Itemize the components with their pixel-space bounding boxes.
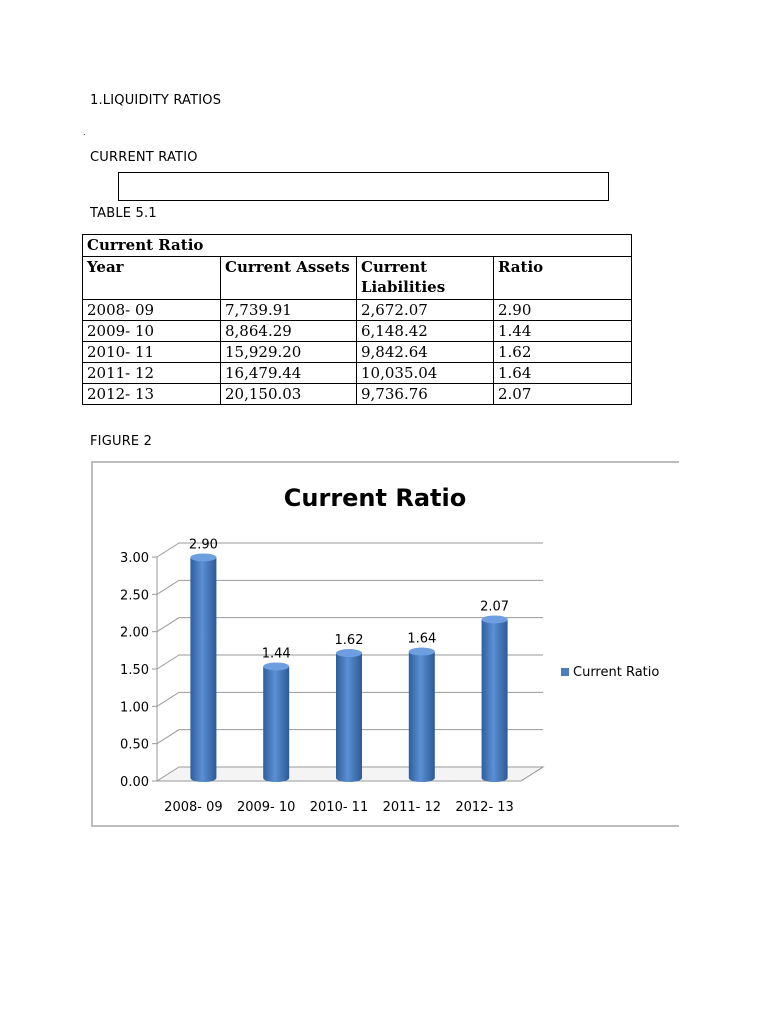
y-tick-label: 2.50 xyxy=(120,588,149,604)
y-tick-label: 0.50 xyxy=(120,737,149,753)
header-current-assets: Current Assets xyxy=(221,257,357,300)
section-heading: 1.LIQUIDITY RATIOS xyxy=(90,93,222,108)
bar-body xyxy=(336,653,362,782)
cell-ratio: 1.62 xyxy=(494,342,632,363)
x-category-label: 2010- 11 xyxy=(309,800,369,815)
cell-current-liabilities: 6,148.42 xyxy=(357,321,494,342)
legend-swatch xyxy=(561,668,569,676)
legend-label: Current Ratio xyxy=(573,665,660,680)
data-label: 1.62 xyxy=(334,633,364,649)
cell-year: 2009- 10 xyxy=(83,321,221,342)
y-tick-label: 0.00 xyxy=(120,775,149,790)
cell-current-assets: 15,929.20 xyxy=(221,342,357,363)
data-label: 1.64 xyxy=(407,631,437,647)
bar-body xyxy=(190,557,216,782)
table-row xyxy=(83,300,632,321)
cell-ratio: 2.90 xyxy=(494,300,632,321)
y-tick-label: 3.00 xyxy=(120,551,149,566)
chart-frame xyxy=(91,461,679,827)
cell-year: 2011- 12 xyxy=(83,363,221,384)
header-ratio: Ratio xyxy=(494,257,632,300)
bar xyxy=(189,537,218,782)
cell-current-liabilities: 9,736.76 xyxy=(357,384,494,405)
x-category-label: 2009- 10 xyxy=(236,800,296,815)
subheading: CURRENT RATIO xyxy=(90,150,198,165)
bar-body xyxy=(263,666,289,782)
bar-top xyxy=(190,553,216,561)
data-label: 2.07 xyxy=(480,599,510,615)
cell-year: 2012- 13 xyxy=(83,384,221,405)
table-row xyxy=(83,384,632,405)
bar-body xyxy=(482,619,508,782)
x-axis-categories xyxy=(164,800,514,815)
cell-ratio: 2.07 xyxy=(494,384,632,405)
table-label: TABLE 5.1 xyxy=(90,206,157,221)
cell-current-liabilities: 9,842.64 xyxy=(357,342,494,363)
cell-ratio: 1.64 xyxy=(494,363,632,384)
bar-top xyxy=(336,649,362,657)
table-row xyxy=(83,363,632,384)
cell-current-assets: 16,479.44 xyxy=(221,363,357,384)
chart-legend xyxy=(561,665,659,680)
bar-top xyxy=(409,648,435,656)
cell-current-liabilities: 2,672.07 xyxy=(357,300,494,321)
header-current-liabilities: Current Liabilities xyxy=(357,257,494,300)
table-row xyxy=(83,321,632,342)
empty-box xyxy=(118,172,609,201)
bar xyxy=(480,599,509,782)
bar xyxy=(262,646,291,782)
chart-title: Current Ratio xyxy=(283,484,467,512)
current-ratio-table xyxy=(82,234,632,405)
data-label: 1.44 xyxy=(261,646,291,662)
bar-top xyxy=(263,662,289,670)
bar xyxy=(407,632,436,782)
x-category-label: 2008- 09 xyxy=(164,800,223,815)
current-ratio-chart xyxy=(93,463,679,825)
bar-top xyxy=(482,615,508,623)
y-tick-label: 1.00 xyxy=(120,700,149,716)
data-label: 2.90 xyxy=(188,537,218,553)
table-row xyxy=(83,342,632,363)
cell-current-assets: 8,864.29 xyxy=(221,321,357,342)
y-axis-ticks xyxy=(120,551,157,790)
cell-year: 2008- 09 xyxy=(83,300,221,321)
subheading-row xyxy=(90,150,198,165)
y-tick-label: 2.00 xyxy=(120,625,149,641)
table-header-row xyxy=(83,257,632,300)
bar xyxy=(335,633,364,782)
header-year: Year xyxy=(83,257,221,300)
bar-body xyxy=(409,652,435,782)
cell-current-liabilities: 10,035.04 xyxy=(357,363,494,384)
x-category-label: 2012- 13 xyxy=(455,800,514,815)
cell-ratio: 1.44 xyxy=(494,321,632,342)
x-category-label: 2011- 12 xyxy=(382,800,442,815)
cell-current-assets: 20,150.03 xyxy=(221,384,357,405)
table-title: Current Ratio xyxy=(83,235,632,257)
cell-current-assets: 7,739.91 xyxy=(221,300,357,321)
cell-year: 2010- 11 xyxy=(83,342,221,363)
y-tick-label: 1.50 xyxy=(120,663,149,678)
figure-label: FIGURE 2 xyxy=(90,434,153,449)
stray-dot: . xyxy=(83,128,86,137)
bar-series xyxy=(189,537,509,782)
